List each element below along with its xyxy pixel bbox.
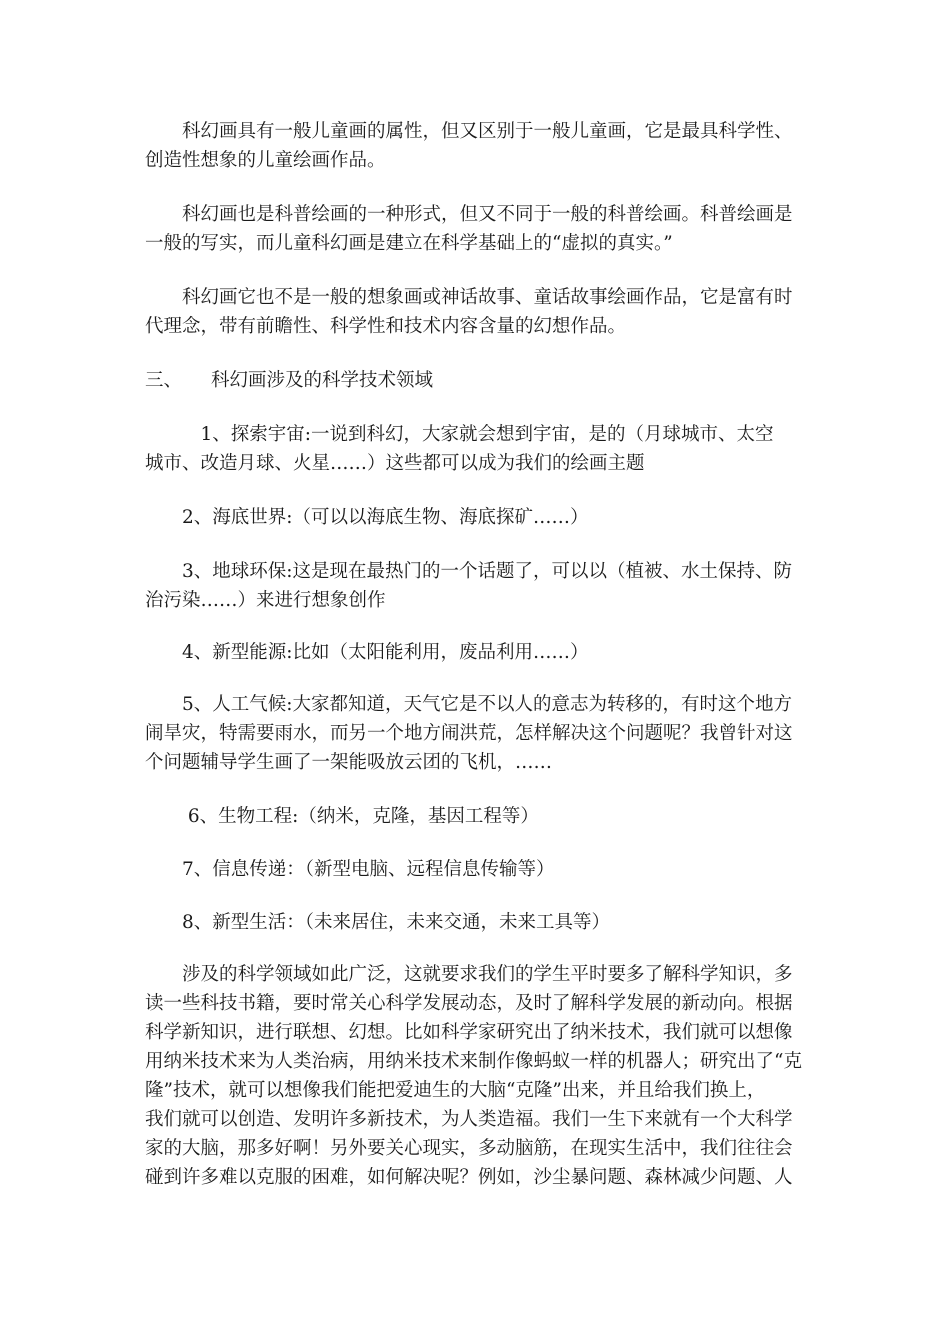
- text-line: 科幻画具有一般儿童画的属性，但又区别于一般儿童画，它是最具科学性、: [145, 121, 793, 142]
- list-item-energy: [145, 638, 813, 667]
- text-line: 8、新型生活：（未来居住，未来交通，未来工具等）: [145, 912, 611, 933]
- list-item-information: [145, 855, 813, 884]
- paragraph-closing: [145, 960, 813, 1192]
- text-line: 代理念，带有前瞻性、科学性和技术内容含量的幻想作品。: [145, 316, 627, 337]
- text-line: 科幻画它也不是一般的想象画或神话故事、童话故事绘画作品，它是富有时: [145, 287, 793, 308]
- text-line: 6、生物工程:（纳米，克隆，基因工程等）: [145, 806, 539, 827]
- section-heading: [145, 366, 433, 395]
- text-line: 7、信息传递：（新型电脑、远程信息传输等）: [145, 859, 555, 880]
- text-line: 1、探索宇宙:一说到科幻，大家就会想到宇宙，是的（月球城市、太空: [145, 424, 774, 445]
- text-line: 我们就可以创造、发明许多新技术，为人类造福。我们一生下来就有一个大科学: [145, 1109, 793, 1130]
- section-title: 科幻画涉及的科学技术领域: [211, 370, 434, 391]
- text-line: 隆”技术，就可以想像我们能把爱迪生的大脑“克隆”出来，并且给我们换上，: [145, 1080, 766, 1101]
- text-line: 家的大脑，那多好啊！另外要关心现实，多动脑筋，在现实生活中，我们往往会: [145, 1138, 793, 1159]
- text-line: 2、海底世界:（可以以海底生物、海底探矿……）: [145, 507, 589, 528]
- text-line: 科幻画也是科普绘画的一种形式，但又不同于一般的科普绘画。科普绘画是: [145, 204, 793, 225]
- text-line: 4、新型能源:比如（太阳能利用，废品利用……）: [145, 642, 589, 663]
- text-line: 创造性想象的儿童绘画作品。: [145, 150, 386, 171]
- text-line: 读一些科技书籍，要时常关心科学发展动态，及时了解科学发展的新动向。根据: [145, 993, 793, 1014]
- text-line: 3、地球环保:这是现在最热门的一个话题了，可以以（植被、水土保持、防: [145, 561, 793, 582]
- text-line: 闹旱灾，特需要雨水，而另一个地方闹洪荒，怎样解决这个问题呢？我曾针对这: [145, 723, 793, 744]
- text-line: 5、人工气候:大家都知道，天气它是不以人的意志为转移的，有时这个地方: [145, 694, 793, 715]
- list-item-ocean: [145, 503, 813, 532]
- text-line: 个问题辅导学生画了一架能吸放云团的飞机，……: [145, 752, 553, 773]
- paragraph-intro-1: [145, 117, 813, 175]
- text-line: 用纳米技术来为人类治病，用纳米技术来制作像蚂蚁一样的机器人；研究出了“克: [145, 1051, 802, 1072]
- paragraph-intro-2: [145, 200, 813, 258]
- text-line: 涉及的科学领域如此广泛，这就要求我们的学生平时要多了解科学知识，多: [145, 964, 793, 985]
- list-item-lifestyle: [145, 908, 813, 937]
- list-item-environment: [145, 557, 813, 615]
- list-item-climate: [145, 690, 813, 777]
- text-line: 治污染……）来进行想象创作: [145, 590, 386, 611]
- list-item-space: [145, 420, 813, 478]
- text-line: 科学新知识，进行联想、幻想。比如科学家研究出了纳米技术，我们就可以想像: [145, 1022, 793, 1043]
- section-number: 三、: [145, 370, 183, 391]
- list-item-bioengineering: [145, 802, 813, 831]
- text-line: 一般的写实，而儿童科幻画是建立在科学基础上的“虚拟的真实。”: [145, 233, 673, 254]
- text-line: 城市、改造月球、火星……）这些都可以成为我们的绘画主题: [145, 453, 645, 474]
- paragraph-intro-3: [145, 283, 813, 341]
- text-line: 碰到许多难以克服的困难，如何解决呢？例如，沙尘暴问题、森林减少问题、人: [145, 1167, 793, 1188]
